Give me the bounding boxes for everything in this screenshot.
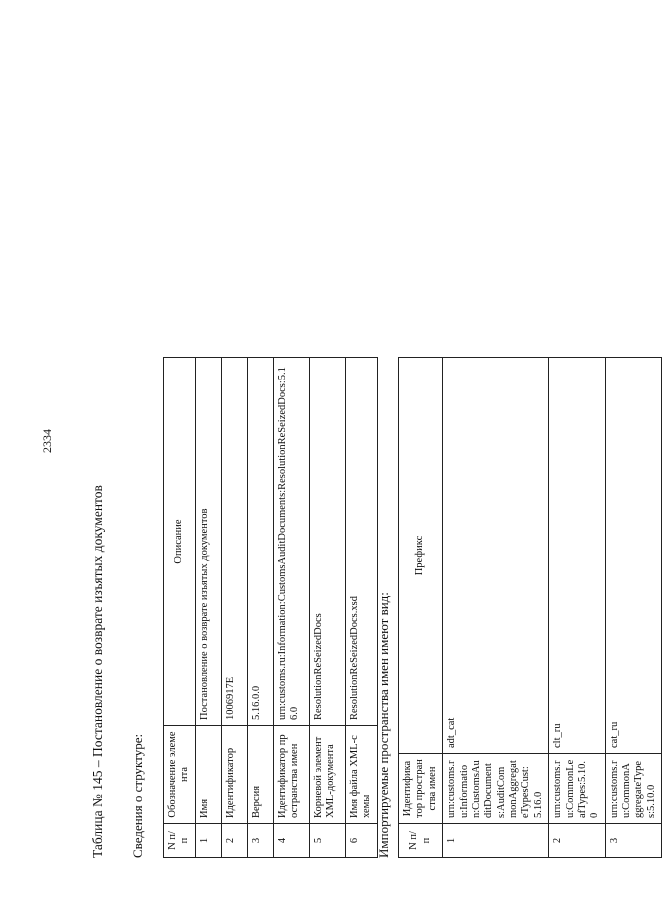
cell-num: 6 — [345, 824, 377, 858]
cell-identifier: urn:customs.ru:Information:CustomsAuditDocuments:AuditCommonAggregateTypesCust:5.16.0 — [443, 754, 549, 824]
cell-element: Идентификатор — [221, 726, 247, 824]
cell-element: Корневой элемент XML-документа — [309, 726, 345, 824]
cell-identifier: urn:customs.ru:CommonAggregateTypes:5.10.0 — [605, 754, 662, 824]
cell-num: 5 — [309, 824, 345, 858]
cell-description: Постановление о возврате изъятых документов — [195, 358, 221, 726]
structure-heading: Сведения о структуре: — [130, 733, 145, 858]
cell-identifier: urn:customs.ru:CommonLeafTypes:5.10.0 — [549, 754, 606, 824]
rotated-page-content — [86, 58, 657, 858]
namespaces-heading: Импортируемые пространства имен имеют вид: — [376, 592, 391, 858]
table-row — [195, 358, 221, 858]
cell-num: 3 — [605, 824, 662, 858]
cell-num: 1 — [195, 824, 221, 858]
cell-description: 5.16.0.0 — [247, 358, 273, 726]
table-row — [309, 358, 345, 858]
cell-element: Имя — [195, 726, 221, 824]
namespaces-header-identifier: Идентификатор пространства имен — [399, 754, 443, 824]
cell-element: Идентификатор пространства имен — [273, 726, 309, 824]
table-row — [605, 358, 662, 858]
cell-num: 2 — [221, 824, 247, 858]
table-row — [247, 358, 273, 858]
table-row — [273, 358, 309, 858]
table-row — [345, 358, 377, 858]
cell-element: Версия — [247, 726, 273, 824]
cell-prefix: clt_ru — [549, 358, 606, 754]
cell-num: 4 — [273, 824, 309, 858]
cell-description: urn:customs.ru:Information:CustomsAuditDocuments:ResolutionReSeizedDocs:5.16.0 — [273, 358, 309, 726]
cell-element: Имя файла XML-схемы — [345, 726, 377, 824]
cell-description: 1006917E — [221, 358, 247, 726]
structure-header-description: Описание — [164, 358, 196, 726]
namespaces-table — [398, 357, 662, 858]
namespaces-header-prefix: Префикс — [399, 358, 443, 754]
cell-num: 1 — [443, 824, 549, 858]
cell-prefix: adt_cat — [443, 358, 549, 754]
page-number: 2334 — [40, 429, 54, 453]
cell-prefix: cat_ru — [605, 358, 662, 754]
cell-num: 2 — [549, 824, 606, 858]
table-caption: Таблица № 145 – Постановление о возврате изъятых документов — [90, 485, 105, 858]
table-row — [221, 358, 247, 858]
namespaces-header-num: N п/п — [399, 824, 443, 858]
table-row — [443, 358, 549, 858]
cell-num: 3 — [247, 824, 273, 858]
cell-description: ResolutionReSeizedDocs.xsd — [345, 358, 377, 726]
cell-description: ResolutionReSeizedDocs — [309, 358, 345, 726]
structure-table — [163, 357, 378, 858]
structure-header-num: N п/п — [164, 824, 196, 858]
table-row — [549, 358, 606, 858]
structure-header-element: Обозначение элемента — [164, 726, 196, 824]
